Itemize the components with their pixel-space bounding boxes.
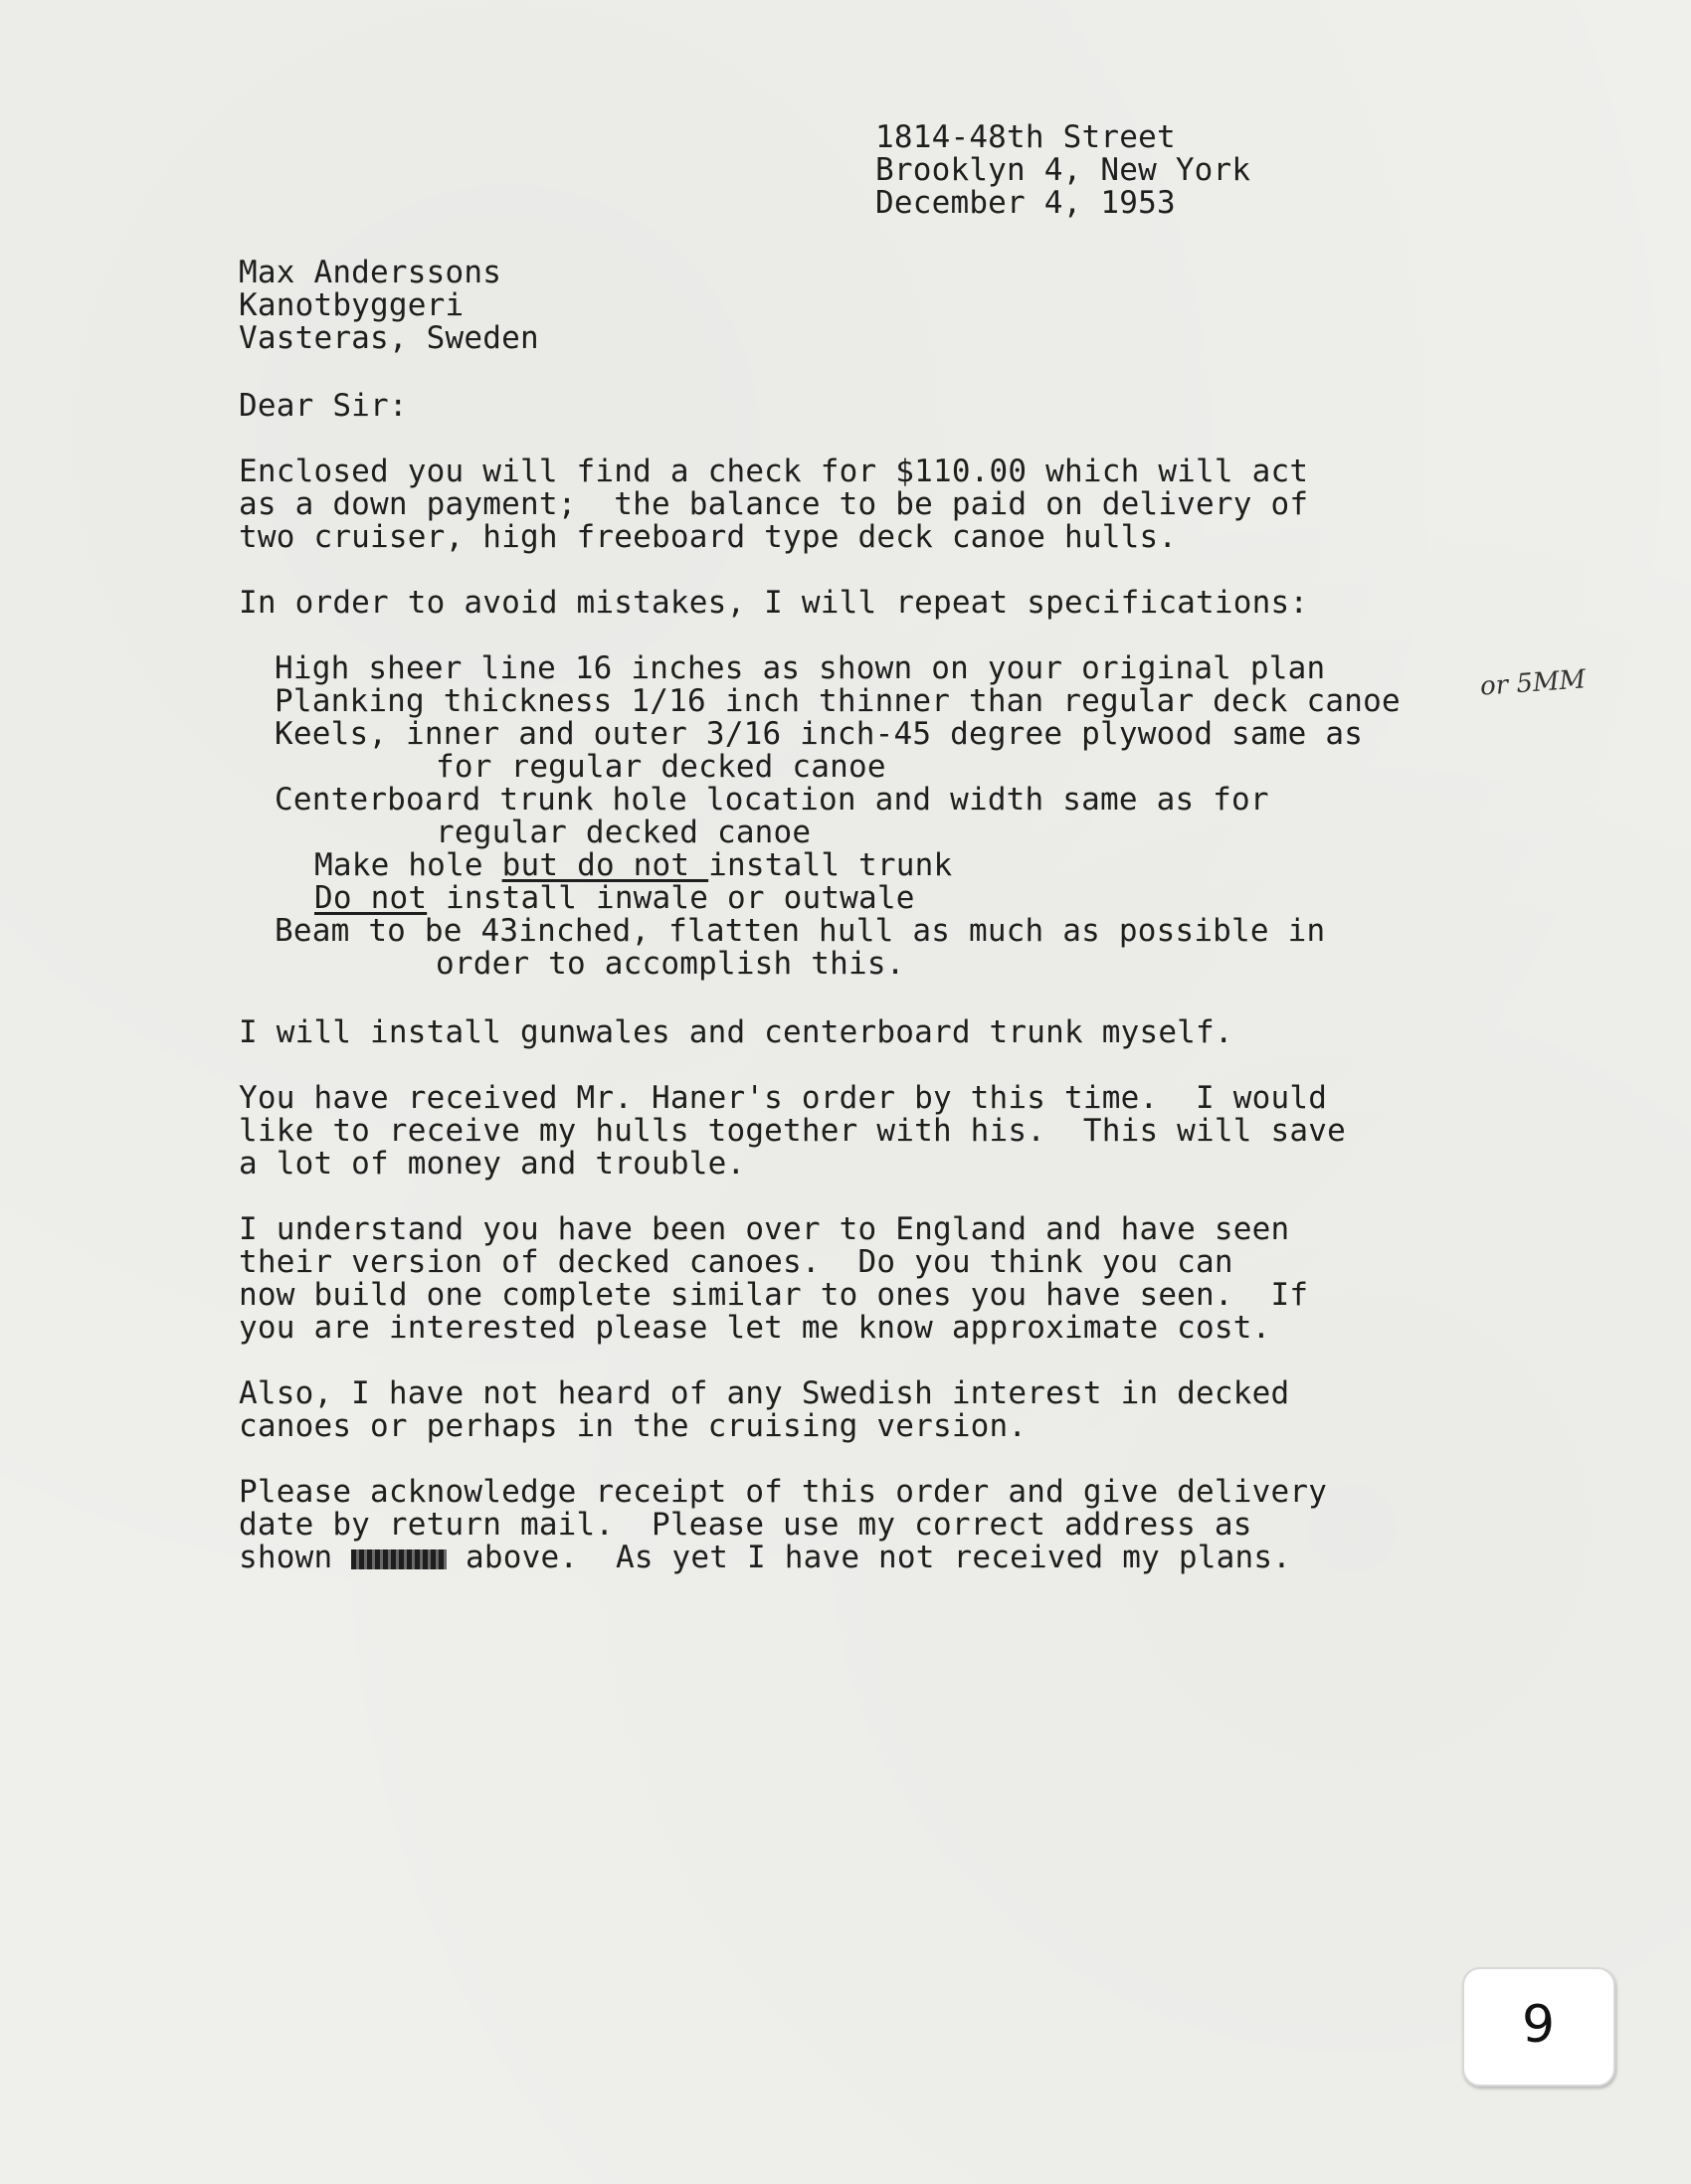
handwritten-note: or 5MM [1479, 664, 1588, 702]
paragraph5-line3: now build one complete similar to ones you have seen. If [239, 1277, 1309, 1313]
paragraph5-line2: their version of decked canoes. Do you think you can [239, 1244, 1233, 1280]
paragraph1-line3: two cruiser, high freeboard type deck canoe hulls. [239, 519, 1178, 555]
paragraph5-line1: I understand you have been over to England and have seen [239, 1211, 1290, 1247]
spec-line2: Planking thickness 1/16 inch thinner than regular deck canoe [275, 683, 1401, 719]
typed-over-word [351, 1549, 447, 1569]
spec-line9: Beam to be 43inched, flatten hull as much as possible in [275, 913, 1326, 949]
recipient-name: Max Anderssons [239, 255, 502, 290]
spec-line7-end: install trunk [708, 847, 953, 883]
salutation: Dear Sir: [239, 388, 408, 424]
paragraph3: I will install gunwales and centerboard trunk myself. [239, 1014, 1233, 1050]
paragraph6-line1: Also, I have not heard of any Swedish interest in decked [239, 1375, 1290, 1411]
spec-line10: order to accomplish this. [436, 946, 905, 982]
spec-line8 [314, 882, 915, 915]
spec-line7 [314, 849, 952, 882]
recipient-company: Kanotbyggeri [239, 287, 465, 323]
paragraph4-line2: like to receive my hulls together with his. This will save [239, 1113, 1346, 1149]
paragraph7-line3 [239, 1542, 1291, 1574]
paragraph7-line2: date by return mail. Please use my correct address as [239, 1507, 1252, 1543]
paragraph5-line4: you are interested please let me know approximate cost. [239, 1310, 1271, 1346]
paragraph2: In order to avoid mistakes, I will repeat specifications: [239, 585, 1309, 621]
spec-line8-end: install inwale or outwale [427, 880, 915, 916]
spec-line8-underlined: Do not [314, 880, 428, 916]
sender-street: 1814-48th Street [875, 119, 1176, 155]
recipient-location: Vasteras, Sweden [239, 320, 539, 356]
spec-line5: Centerboard trunk hole location and width same as for [275, 782, 1269, 818]
paragraph1-line2: as a down payment; the balance to be paid on delivery of [239, 486, 1309, 522]
spec-line7-start: Make hole [314, 847, 502, 883]
paragraph4-line1: You have received Mr. Haner's order by this time. I would [239, 1080, 1328, 1116]
spec-line1: High sheer line 16 inches as shown on your original plan [275, 650, 1326, 686]
page-number-tag [1462, 1967, 1615, 2087]
paragraph1-line1: Enclosed you will find a check for $110.00 which will act [239, 454, 1309, 489]
spec-line4: for regular decked canoe [436, 749, 886, 785]
spec-line3: Keels, inner and outer 3/16 inch-45 degree plywood same as [275, 716, 1364, 752]
sender-city: Brooklyn 4, New York [875, 152, 1251, 188]
spec-line6: regular decked canoe [436, 815, 812, 850]
paragraph7-line3-start: shown [239, 1540, 352, 1575]
paragraph7-line1: Please acknowledge receipt of this order and give delivery [239, 1474, 1328, 1510]
paragraph7-line3-end: above. As yet I have not received my plans. [447, 1540, 1292, 1575]
page-number: 9 [1522, 1995, 1556, 2055]
paragraph4-line3: a lot of money and trouble. [239, 1146, 746, 1182]
paragraph6-line2: canoes or perhaps in the cruising version. [239, 1408, 1028, 1444]
spec-line7-underlined: but do not [501, 847, 709, 883]
letter-date: December 4, 1953 [875, 185, 1176, 221]
